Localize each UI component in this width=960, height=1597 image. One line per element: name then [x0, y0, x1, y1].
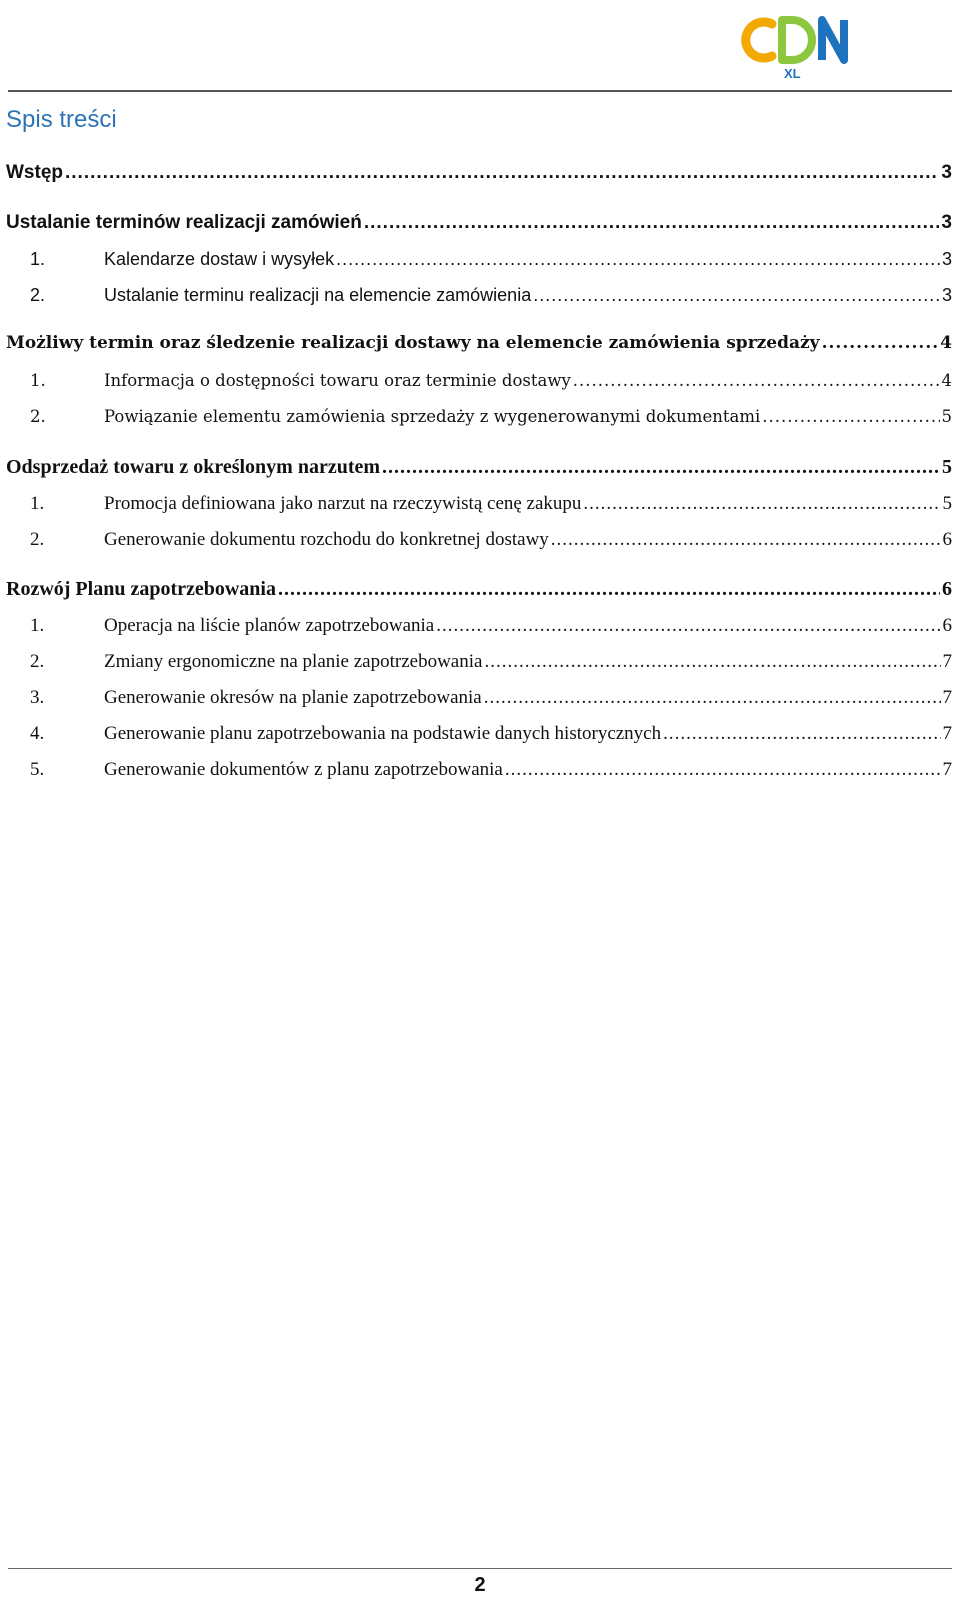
toc-entry-label: Generowanie dokumentów z planu zapotrzebowania [104, 759, 503, 780]
toc-entry-2-1[interactable] [6, 371, 952, 391]
toc-entry-page: 3 [941, 212, 952, 233]
toc-entry-page: 7 [942, 759, 952, 780]
toc-entry-page: 7 [942, 651, 952, 672]
toc-entry-4-2[interactable] [6, 651, 952, 674]
toc-leader-dots [364, 212, 940, 235]
toc-leader-dots [336, 249, 940, 271]
toc-entry-page: 5 [942, 493, 952, 514]
toc-entry-number: 3. [30, 687, 45, 708]
toc-entry-page: 3 [941, 249, 952, 269]
toc-entry-page: 6 [942, 615, 952, 636]
toc-leader-dots [663, 723, 940, 746]
toc-leader-dots [278, 577, 940, 601]
toc-entry-label: Rozwój Planu zapotrzebowania [6, 578, 276, 600]
toc-entry-section-4[interactable] [6, 577, 952, 601]
toc-leader-dots [382, 455, 940, 479]
toc-entry-label: Zmiany ergonomiczne na planie zapotrzebowania [104, 651, 483, 672]
header-rule [8, 90, 952, 92]
toc-entry-number: 5. [30, 759, 45, 780]
toc-leader-dots [505, 759, 941, 782]
toc-entry-intro[interactable] [6, 162, 952, 185]
toc-entry-number: 1. [30, 615, 45, 636]
toc-entry-label: Odsprzedaż towaru z określonym narzutem [6, 456, 381, 478]
toc-entry-4-4[interactable] [6, 723, 952, 746]
toc-entry-label: Wstęp [6, 162, 63, 183]
toc-entry-2-2[interactable] [6, 407, 952, 427]
toc-leader-dots [436, 615, 940, 638]
toc-entry-page: 5 [941, 407, 952, 426]
logo-sub-text: XL [784, 66, 801, 81]
toc-leader-dots [65, 162, 939, 185]
toc-entry-number: 2. [30, 529, 45, 550]
toc-entry-page: 5 [942, 456, 952, 478]
toc-entry-number: 2. [30, 285, 46, 305]
toc-entry-page: 3 [941, 162, 952, 183]
toc-entry-page: 7 [942, 723, 952, 744]
toc-entry-number: 1. [30, 249, 46, 269]
toc-entry-section-3[interactable] [6, 455, 952, 479]
toc-entry-1-2[interactable] [6, 285, 952, 307]
toc-entry-section-1[interactable] [6, 212, 952, 235]
toc-entry-page: 4 [941, 371, 952, 390]
toc-entry-3-1[interactable] [6, 493, 952, 516]
footer-rule [8, 1568, 952, 1569]
toc-entry-label: Promocja definiowana jako narzut na rzeczywistą cenę zakupu [104, 493, 582, 514]
toc-entry-4-3[interactable] [6, 687, 952, 710]
toc-title: Spis treści [6, 106, 117, 133]
toc-leader-dots [484, 687, 941, 710]
toc-entry-page: 7 [942, 687, 952, 708]
toc-entry-label: Ustalanie terminu realizacji na elemencie zamówienia [104, 285, 532, 305]
toc-entry-label: Możliwy termin oraz śledzenie realizacji dostawy na elemencie zamówienia sprzedaży [6, 333, 820, 353]
toc-entry-label: Ustalanie terminów realizacji zamówień [6, 212, 362, 233]
toc-entry-page: 4 [940, 333, 952, 353]
toc-entry-page: 3 [941, 285, 952, 305]
cdn-xl-logo [738, 12, 858, 82]
toc-leader-dots [762, 407, 939, 427]
toc-entry-label: Generowanie dokumentu rozchodu do konkretnej dostawy [104, 529, 549, 550]
toc-entry-label: Informacja o dostępności towaru oraz terminie dostawy [104, 371, 571, 390]
toc-entry-number: 2. [30, 407, 46, 426]
toc-entry-label: Kalendarze dostaw i wysyłek [104, 249, 335, 269]
toc-leader-dots [583, 493, 940, 516]
toc-entry-label: Powiązanie elementu zamówienia sprzedaży z wygenerowanymi dokumentami [104, 407, 761, 426]
page-number: 2 [474, 1574, 486, 1596]
toc-entry-number: 1. [30, 493, 45, 514]
toc-leader-dots [484, 651, 940, 674]
toc-entry-page: 6 [942, 578, 952, 600]
toc-entry-label: Generowanie planu zapotrzebowania na podstawie danych historycznych [104, 723, 662, 744]
toc-entry-1-1[interactable] [6, 249, 952, 271]
toc-entry-number: 2. [30, 651, 45, 672]
toc-leader-dots [533, 285, 940, 307]
toc-entry-label: Operacja na liście planów zapotrzebowania [104, 615, 435, 636]
toc-entry-label: Generowanie okresów na planie zapotrzebowania [104, 687, 482, 708]
toc-entry-4-5[interactable] [6, 759, 952, 782]
toc-leader-dots [573, 371, 940, 391]
toc-entry-3-2[interactable] [6, 529, 952, 552]
toc-entry-section-2[interactable] [6, 333, 952, 353]
toc-entry-number: 1. [30, 371, 46, 390]
toc-entry-page: 6 [942, 529, 952, 550]
toc-leader-dots [551, 529, 941, 552]
toc-leader-dots [822, 333, 939, 353]
toc-entry-number: 4. [30, 723, 45, 744]
toc-entry-4-1[interactable] [6, 615, 952, 638]
